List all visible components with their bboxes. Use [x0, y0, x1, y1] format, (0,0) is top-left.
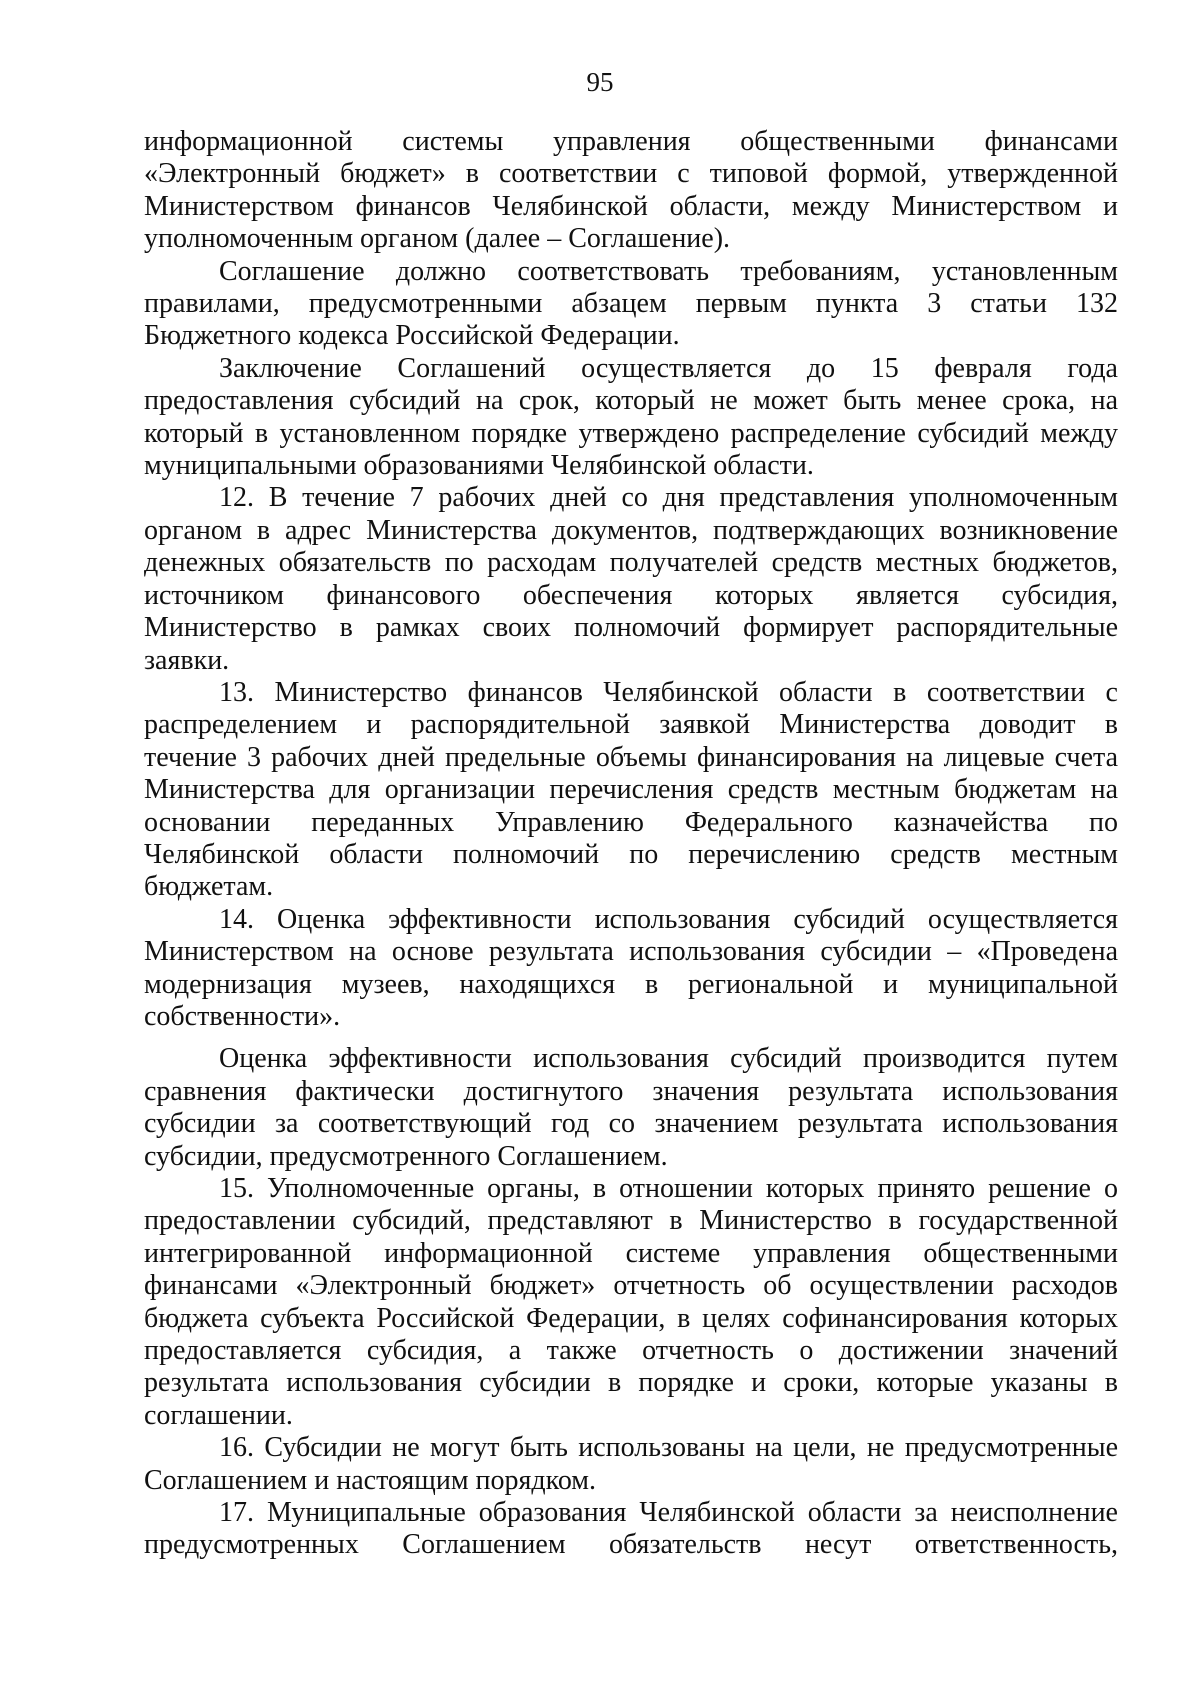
text-line: модернизация музеев, находящихся в региональной и муниципальной: [144, 968, 1118, 1000]
paragraph: [144, 482, 1118, 676]
text-line: интегрированной информационной системе управления общественными: [144, 1237, 1118, 1269]
paragraph: [144, 904, 1118, 1034]
paragraph: [144, 256, 1118, 353]
page-number: 95: [586, 67, 614, 97]
text-line: 13. Министерство финансов Челябинской области в соответствии с: [219, 676, 1118, 708]
text-line: Бюджетного кодекса Российской Федерации.: [144, 320, 680, 352]
text-line: Соглашением и настоящим порядком.: [144, 1464, 597, 1496]
text-line: Челябинской области полномочий по перечислению средств местным: [144, 838, 1118, 870]
text-line: заявки.: [144, 644, 230, 676]
paragraph: [144, 677, 1118, 904]
text-line: информационной системы управления общественными финансами: [144, 126, 1118, 157]
text-line: бюджета субъекта Российской Федерации, в целях софинансирования которых: [144, 1302, 1118, 1334]
text-line: Министерства для организации перечисления средств местным бюджетам на: [144, 774, 1118, 806]
text-line: который в установленном порядке утверждено распределение субсидий между: [144, 417, 1118, 449]
paragraph: [144, 1043, 1118, 1173]
text-line: «Электронный бюджет» в соответствии с типовой формой, утвержденной: [144, 158, 1118, 190]
text-line: субсидии, предусмотренного Соглашением.: [144, 1140, 668, 1172]
text-line: 14. Оценка эффективности использования субсидий осуществляется: [219, 903, 1118, 935]
text-line: Министерством на основе результата использования субсидии – «Проведена: [144, 936, 1118, 968]
text-line: результата использования субсидии в порядке и сроки, которые указаны в: [144, 1367, 1118, 1399]
text-line: основании переданных Управлению Федерального казначейства по: [144, 806, 1118, 838]
text-line: денежных обязательств по расходам получателей средств местных бюджетов,: [144, 547, 1118, 579]
text-line: собственности».: [144, 1000, 341, 1032]
text-line: Министерством финансов Челябинской области, между Министерством и: [144, 190, 1118, 222]
text-line: 12. В течение 7 рабочих дней со дня представления уполномоченным: [219, 482, 1118, 514]
text-line: финансами «Электронный бюджет» отчетность об осуществлении расходов: [144, 1270, 1118, 1302]
text-line: Оценка эффективности использования субсидий производится путем: [219, 1043, 1118, 1075]
text-line: распределением и распорядительной заявкой Министерства доводит в: [144, 709, 1118, 741]
text-line: соглашении.: [144, 1399, 293, 1431]
text-line: бюджетам.: [144, 871, 274, 903]
text-line: предоставления субсидий на срок, который не может быть менее срока, на: [144, 385, 1118, 417]
text-line: уполномоченным органом (далее – Соглашение).: [144, 223, 731, 255]
text-line: течение 3 рабочих дней предельные объемы финансирования на лицевые счета: [144, 741, 1118, 773]
paragraph: [144, 1432, 1118, 1497]
text-line: предусмотренных Соглашением обязательств несут ответственность,: [144, 1529, 1118, 1561]
paragraph: [144, 126, 1118, 256]
text-line: муниципальными образованиями Челябинской области.: [144, 450, 814, 482]
text-line: 17. Муниципальные образования Челябинской области за неисполнение: [219, 1497, 1118, 1529]
text-line: субсидии за соответствующий год со значением результата использования: [144, 1108, 1118, 1140]
text-line: Министерство в рамках своих полномочий формирует распорядительные: [144, 612, 1118, 644]
text-line: сравнения фактически достигнутого значения результата использования: [144, 1075, 1118, 1107]
text-line: органом в адрес Министерства документов, подтверждающих возникновение: [144, 514, 1118, 546]
text-line: Соглашение должно соответствовать требованиям, установленным: [219, 255, 1118, 287]
paragraph: [144, 1497, 1118, 1562]
paragraph: [144, 353, 1118, 483]
text-line: 15. Уполномоченные органы, в отношении которых принято решение о: [219, 1173, 1118, 1204]
text-line: источником финансового обеспечения которых является субсидия,: [144, 579, 1118, 611]
text-line: правилами, предусмотренными абзацем первым пункта 3 статьи 132: [144, 288, 1118, 320]
text-line: Заключение Соглашений осуществляется до 15 февраля года: [219, 352, 1118, 384]
document-body: [144, 126, 1118, 1562]
text-line: предоставлении субсидий, представляют в Министерство в государственной: [144, 1205, 1118, 1237]
text-line: 16. Субсидии не могут быть использованы на цели, не предусмотренные: [219, 1432, 1118, 1464]
text-line: предоставляется субсидия, а также отчетность о достижении значений: [144, 1335, 1118, 1367]
paragraph: [144, 1173, 1118, 1432]
